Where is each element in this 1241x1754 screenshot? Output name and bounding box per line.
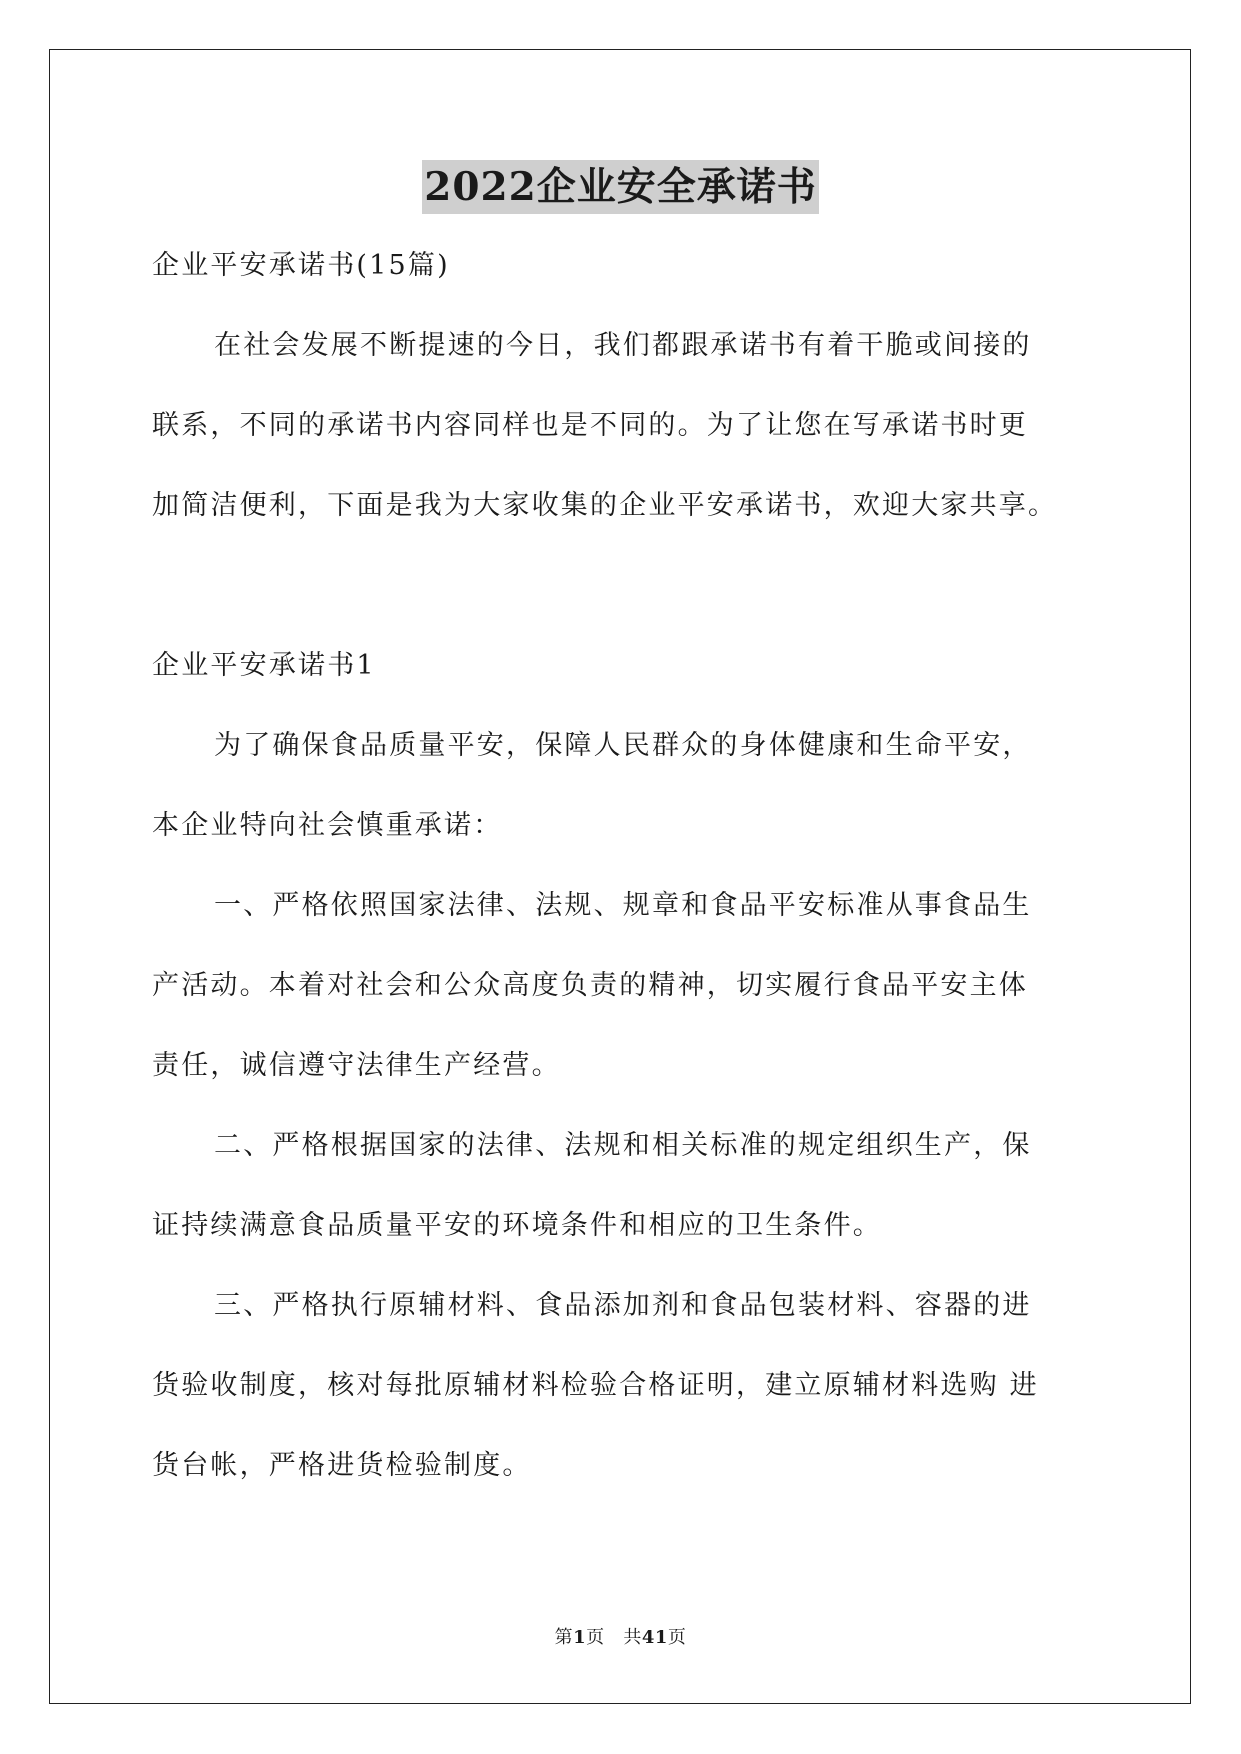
text-line: 货台帐，严格进货检验制度。 [152,1450,532,1481]
footer-total-pages: 41 [641,1627,668,1648]
text-line: 联系，不同的承诺书内容同样也是不同的。为了让您在写承诺书时更 [152,410,1028,441]
text-line: 企业平安承诺书(15篇) [152,250,450,281]
text-line: 产活动。本着对社会和公众高度负责的精神，切实履行食品平安主体 [152,970,1028,1001]
text-line: 企业平安承诺书1 [152,650,376,681]
footer-page-prefix: 第 [554,1627,574,1648]
text-line: 一、严格依照国家法律、法规、规章和食品平安标准从事食品生 [214,890,1032,921]
text-line: 加简洁便利，下面是我为大家收集的企业平安承诺书，欢迎大家共享。 [152,490,1058,521]
footer-page-number: 1 [573,1627,587,1648]
text-line: 二、严格根据国家的法律、法规和相关标准的规定组织生产，保 [214,1130,1032,1161]
text-line: 三、严格执行原辅材料、食品添加剂和食品包装材料、容器的进 [214,1290,1032,1321]
title-container [0,160,1241,214]
text-line: 为了确保食品质量平安，保障人民群众的身体健康和生命平安， [214,730,1032,761]
text-line: 责任，诚信遵守法律生产经营。 [152,1050,561,1081]
page-footer [0,1623,1241,1649]
text-line: 本企业特向社会慎重承诺： [152,810,503,841]
blank-line [152,562,1092,642]
document-title: 2022企业安全承诺书 [422,160,819,214]
footer-total-prefix: 共 [623,1627,642,1648]
footer-page-suffix: 页 [586,1627,605,1648]
text-line: 货验收制度，核对每批原辅材料检验合格证明，建立原辅材料选购 进 [152,1370,1039,1401]
text-line: 证持续满意食品质量平安的环境条件和相应的卫生条件。 [152,1210,882,1241]
text-line: 在社会发展不断提速的今日，我们都跟承诺书有着干脆或间接的 [214,330,1032,361]
footer-total-suffix: 页 [667,1627,687,1648]
document-body [152,242,1092,1522]
